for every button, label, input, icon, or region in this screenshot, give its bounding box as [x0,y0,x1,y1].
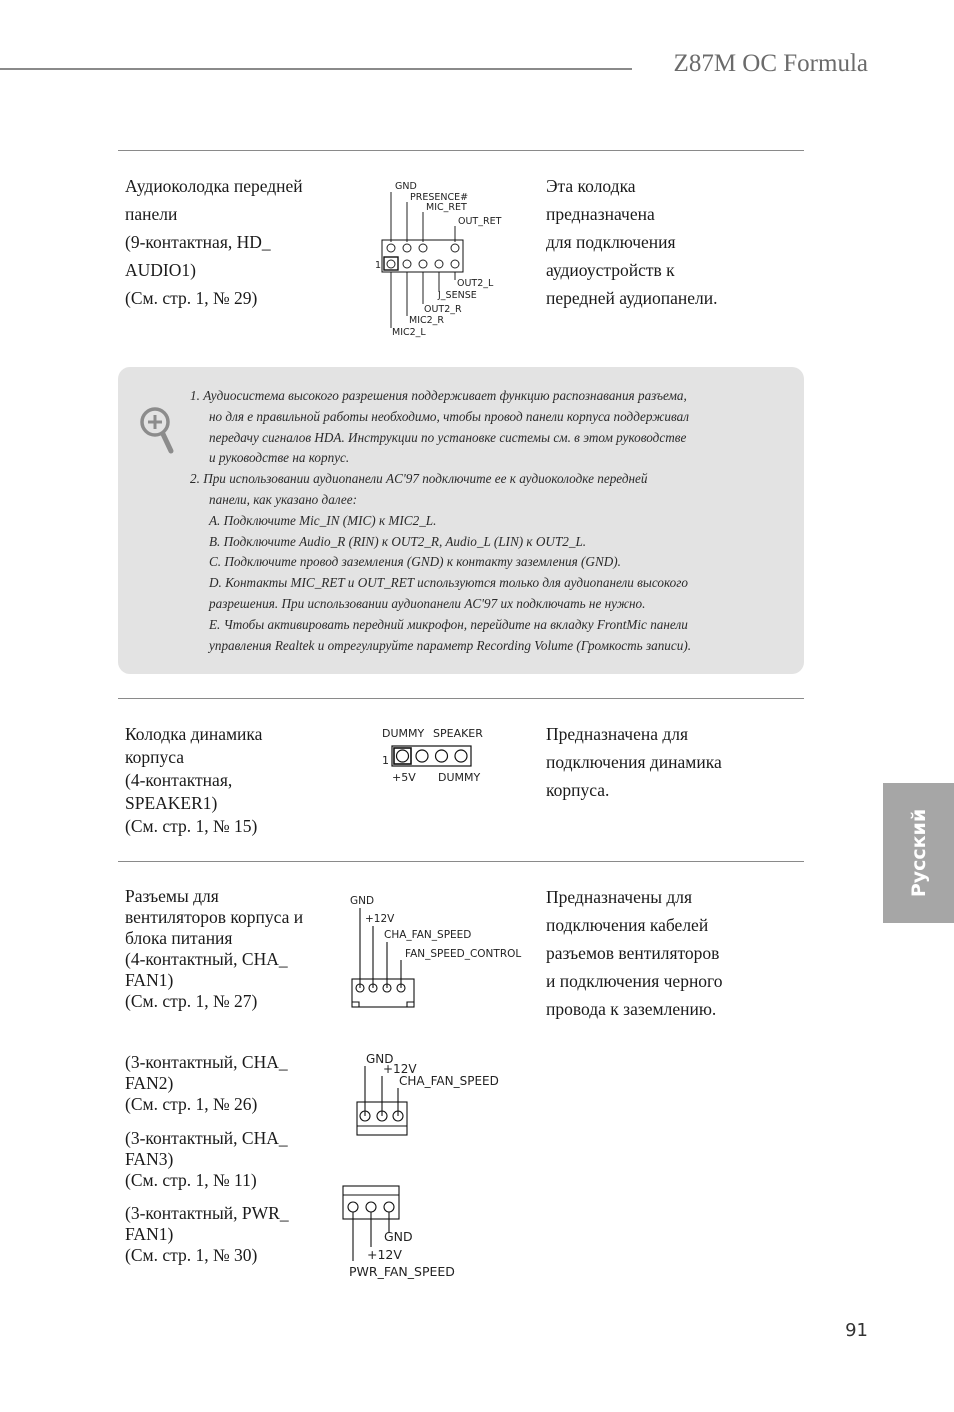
plus5v-label: +5V [392,771,416,784]
gnd-pin-label: GND [384,1229,413,1244]
presence-pin-label: PRESENCE# [410,192,469,203]
speaker-description [125,723,262,838]
pwr-fan1-description [125,1203,289,1266]
hd-audio-header-diagram [360,176,520,342]
note-line: A. Подключите Mic_IN (MIC) к MIC2_L. [209,512,437,528]
out2-r-pin-label: OUT2_R [424,304,462,315]
cha-fan-3pin-diagram [352,1050,502,1138]
fans-purpose-line: подключения кабелей [546,915,709,935]
speaker-header-diagram [378,722,508,788]
note-line: передачу сигналов HDA. Инструкции по установке системы см. в этом руководстве [209,429,687,445]
dummy-top-label: DUMMY [382,727,425,740]
speaker-purpose [546,720,722,804]
fans-purpose-line: Предназначены для [546,887,693,907]
fans-desc-line: (4-контактный, CHA_ [125,949,288,969]
pwr-fan-speed-pin-label: PWR_FAN_SPEED [349,1264,455,1279]
audio-desc-line: Аудиоколодка передней [125,176,303,196]
audio-purpose-line: Эта колодка [546,176,636,196]
page-header-title: Z87M OC Formula [673,50,868,77]
speaker-desc-line: (См. стр. 1, № 15) [125,816,258,836]
note-line: 2. При использовании аудиопанели AC'97 подключите ее к аудиоколодке передней [190,471,648,487]
speaker-desc-line: корпуса [125,747,184,767]
note-line: управления Realtek и отрегулируйте параметр Recording Volume (Громкость записи). [209,637,692,653]
pin-1-marker: 1 [375,260,382,271]
page-number: 91 [845,1320,868,1341]
plus12v-pin-label: +12V [383,1062,417,1076]
note-text [190,386,691,656]
mic-ret-pin-label: MIC_RET [426,202,467,213]
cha-fan1-4pin-diagram [345,890,535,1014]
mic2-r-pin-label: MIC2_R [409,315,445,326]
note-line: панели, как указано далее: [209,491,357,507]
pwr-fan1-line: (См. стр. 1, № 30) [125,1245,258,1265]
note-line: B. Подключите Audio_R (RIN) к OUT2_R, Audio_L (LIN) к OUT2_L. [209,533,587,549]
speaker-purpose-line: Предназначена для [546,724,689,744]
note-line: D. Контакты MIC_RET и OUT_RET используются только для аудиопанели высокого [209,575,688,591]
plus12v-pin-label: +12V [365,913,395,925]
speaker-purpose-line: корпуса. [546,780,610,800]
out2-l-pin-label: OUT2_L [457,278,494,289]
plus12v-pin-label: +12V [367,1247,402,1262]
pwr-fan1-line: FAN1) [125,1224,174,1244]
dummy-bottom-label: DUMMY [438,771,481,784]
cha-fan2-line: (3-контактный, CHA_ [125,1052,288,1072]
section-divider [118,698,804,699]
out-ret-pin-label: OUT_RET [458,216,502,227]
note-line: разрешения. При использовании аудиопанели AC'97 их подключать не нужно. [209,595,646,611]
fan-speed-control-pin-label: FAN_SPEED_CONTROL [405,948,522,960]
cha-fan-speed-pin-label: CHA_FAN_SPEED [384,929,472,941]
language-side-label: Русский [907,808,930,898]
cha-fan2-line: (См. стр. 1, № 26) [125,1094,258,1114]
audio-description [125,172,303,312]
pwr-fan-3pin-diagram [338,1183,488,1283]
audio-desc-line: (См. стр. 1, № 29) [125,288,258,308]
fans-desc-line: (См. стр. 1, № 27) [125,991,258,1011]
j-sense-pin-label: J_SENSE [438,290,477,301]
audio-purpose [546,172,717,312]
fans-purpose [546,883,723,1023]
audio-desc-line: панели [125,204,178,224]
note-line: E. Чтобы активировать передний микрофон, перейдите на вкладку FrontMic панели [209,616,688,632]
cha-fan2-description [125,1052,288,1115]
cha-fan3-line: (3-контактный, CHA_ [125,1128,288,1148]
note-line: и руководстве на корпус. [209,450,350,466]
speaker-pin-label: SPEAKER [433,727,483,740]
cha-fan3-description [125,1128,288,1191]
note-line: но для е правильной работы необходимо, чтобы провод панели корпуса поддерживал [209,408,690,424]
cha-fan3-line: (См. стр. 1, № 11) [125,1170,257,1190]
section-divider [118,150,804,151]
audio-purpose-line: для подключения [546,232,676,252]
section-divider [118,861,804,862]
gnd-pin-label: GND [366,1052,394,1066]
cha-fan2-line: FAN2) [125,1073,174,1093]
magnifier-plus-icon [138,404,178,458]
fans-purpose-line: и подключения черного [546,971,723,991]
header-rule [0,68,632,70]
audio-purpose-line: передней аудиопанели. [546,288,718,308]
cha-fan3-line: FAN3) [125,1149,174,1169]
fans-purpose-line: провода к заземлению. [546,999,717,1019]
fans-desc-line: вентиляторов корпуса и [125,907,304,927]
pin-1-marker: 1 [382,754,389,767]
audio-purpose-line: предназначена [546,204,655,224]
audio-desc-line: AUDIO1) [125,260,196,280]
speaker-purpose-line: подключения динамика [546,752,722,772]
fans-purpose-line: разъемов вентиляторов [546,943,720,963]
pwr-fan1-line: (3-контактный, PWR_ [125,1203,289,1223]
audio-purpose-line: аудиоустройств к [546,260,675,280]
fans-description [125,886,303,1012]
gnd-pin-label: GND [350,895,375,907]
fans-desc-line: блока питания [125,928,233,948]
speaker-desc-line: Колодка динамика [125,724,263,744]
speaker-desc-line: SPEAKER1) [125,793,218,813]
mic2-l-pin-label: MIC2_L [392,327,426,338]
note-line: C. Подключите провод заземления (GND) к контакту заземления (GND). [209,554,621,570]
fans-desc-line: FAN1) [125,970,174,990]
audio-desc-line: (9-контактная, HD_ [125,232,271,252]
fans-desc-line: Разъемы для [125,886,219,906]
speaker-desc-line: (4-контактная, [125,770,233,790]
note-line: 1. Аудиосистема высокого разрешения поддерживает функцию распознавания разъема, [190,388,687,403]
language-side-tab [883,783,954,923]
cha-fan-speed-pin-label: CHA_FAN_SPEED [399,1074,499,1088]
gnd-pin-label: GND [395,181,417,192]
